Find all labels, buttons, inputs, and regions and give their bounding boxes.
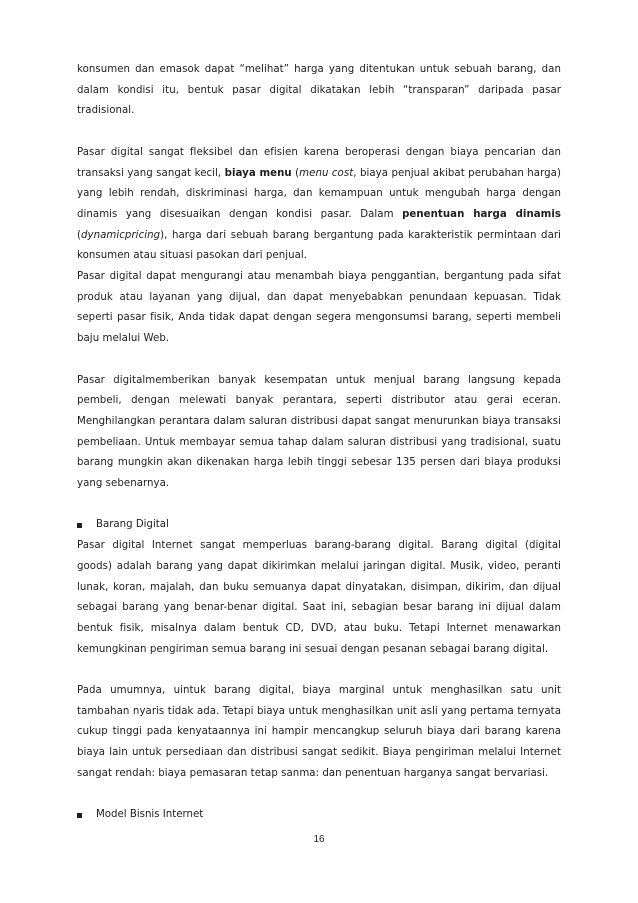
bullet-internet-business-model bbox=[77, 805, 561, 826]
paragraph-transparency bbox=[77, 60, 561, 122]
paragraph-digital-goods bbox=[77, 536, 561, 660]
text-run: , biaya penjual akibat perubahan harga) yang lebih rendah, diskriminasi harga, dan kemampuan untuk mengubah harga dengan dinamis yang disesuaikan dengan kondisi pasar. Dalam bbox=[77, 167, 561, 220]
bullet-label: Barang Digital bbox=[96, 519, 169, 531]
text-run: Pasar digitalmemberikan banyak kesempatan untuk menjual barang langsung kepada pembeli, dengan melewati banyak perantara, seperti distributor atau gerai eceran. Menghilangkan perantara dalam saluran distribusi dapat sangat menurunkan biaya transaksi pembeliaan. Untuk membayar semua tahap dalam saluran distribusi yang tradisional, suatu barang mungkin akan dikenakan harga lebih tinggi sebesar 135 persen dari biaya produksi yang sebenarnya. bbox=[77, 374, 561, 490]
paragraph-disintermediation bbox=[77, 371, 561, 495]
text-run: konsumen dan emasok dapat “melihat” harga yang ditentukan untuk sebuah barang, dan dalam kondisi itu, bentuk pasar digital dikatakan lebih “transparan” daripada pasar tradisional. bbox=[77, 64, 561, 117]
body-text bbox=[77, 60, 561, 826]
paragraph-marginal-cost bbox=[77, 681, 561, 785]
bold-term: penentuan harga dinamis bbox=[402, 208, 561, 220]
text-run: Pasar digital sangat fleksibel dan efisien karena beroperasi dengan biaya pencarian dan transaksi yang sangat kecil, bbox=[77, 146, 561, 179]
italic-term: menu cost bbox=[299, 167, 354, 179]
text-run: Pada umumnya, uintuk barang digital, biaya marginal untuk menghasilkan satu unit tambahan nyaris tidak ada. Tetapi biaya untuk menghasilkan unit asli yang pertama ternyata cukup tinggi pada kenyataannya ini hampir mencangkup seluruh biaya dari barang karena biaya lain untuk persediaan dan distribusi sangat sedikit. Biaya pengiriman melalui Internet sangat rendah: biaya pemasaran tetap sanma: dan penentuan harganya sangat bervariasi. bbox=[77, 685, 561, 779]
text-run: Pasar digital dapat mengurangi atau menambah biaya penggantian, bergantung pada sifat produk atau layanan yang dijual, dan dapat menyebabkan penundaan kepuasan. Tidak seperti pasar fisik, Anda tidak dapat dengan segera mengonsumsi barang, seperti membeli baju melalui Web. bbox=[77, 271, 561, 345]
bold-term: biaya menu bbox=[224, 167, 292, 179]
text-run: ), harga dari sebuah barang bergantung pada karakteristik permintaan dari konsumen atau situasi pasokan dari penjual. bbox=[77, 229, 561, 262]
text-run: Pasar digital Internet sangat memperluas barang-barang digital. Barang digital (digital goods) adalah barang yang dapat dikirimkan melalui jaringan digital. Musik, video, peranti lunak, koran, majalah, dan buku semuanya dapat dinyatakan, disimpan, dikirim, dan dijual sebagai barang yang benar-benar digital. Saat ini, sebagian besar barang ini dijual dalam bentuk fisik, misalnya dalam bentuk CD, DVD, atau buku. Tetapi Internet menawarkan kemungkinan pengiriman semua barang ini sesuai dengan pesanan sebagai barang digital. bbox=[77, 540, 561, 655]
paragraph-switching-costs bbox=[77, 267, 561, 350]
text-run: ( bbox=[77, 229, 82, 241]
bullet-digital-goods bbox=[77, 515, 561, 536]
bullet-label: Model Bisnis Internet bbox=[96, 809, 204, 821]
bullet-square-icon bbox=[77, 523, 82, 528]
bullet-square-icon bbox=[77, 813, 82, 818]
paragraph-flexible-pricing bbox=[77, 143, 561, 267]
page-number: 16 bbox=[313, 834, 325, 845]
italic-term: dynamicpricing bbox=[81, 229, 161, 241]
text-run: ( bbox=[291, 167, 300, 179]
